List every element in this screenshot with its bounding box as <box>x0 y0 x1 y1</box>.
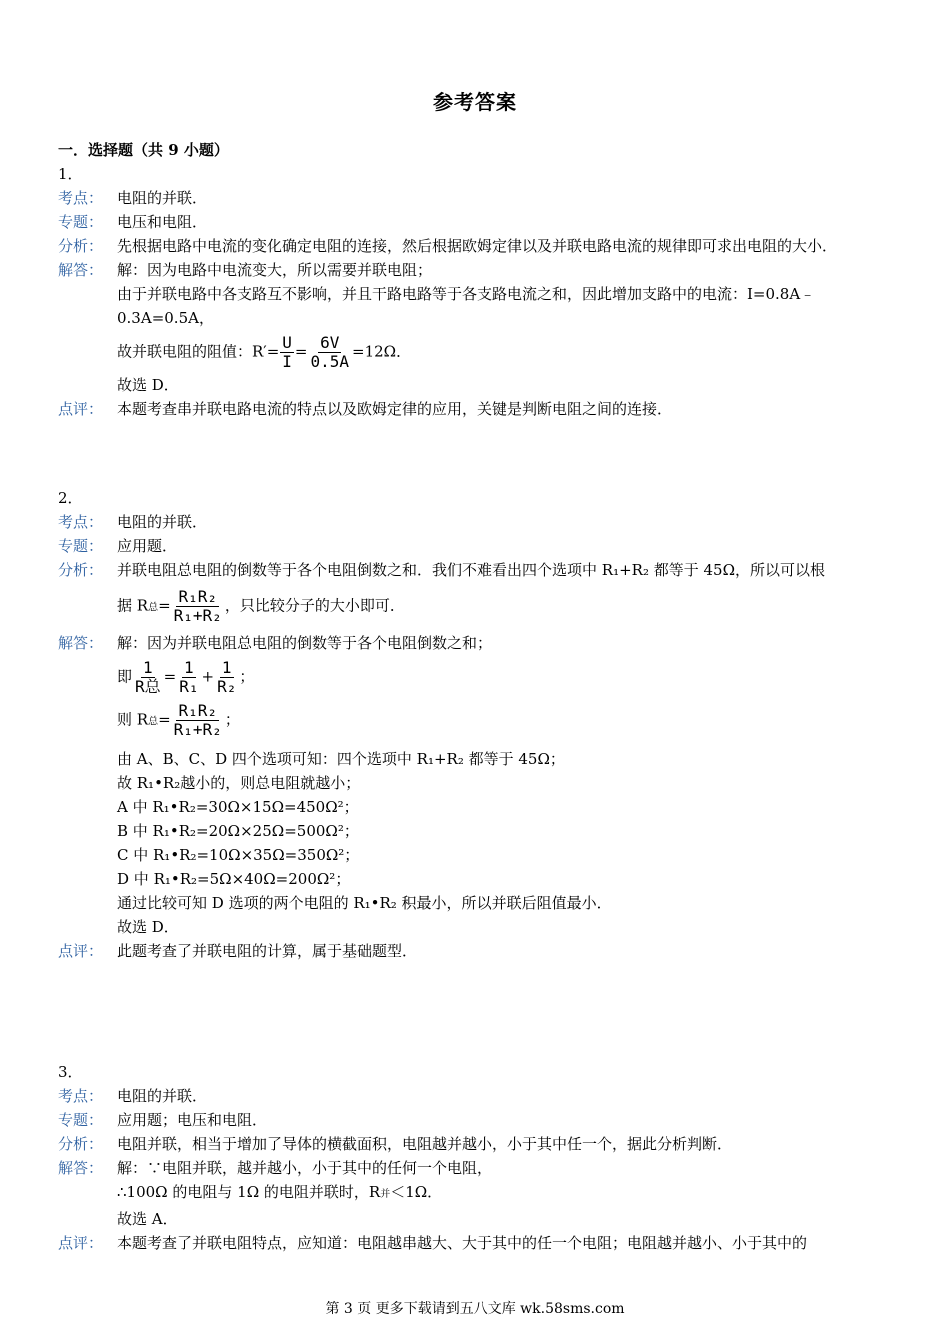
page-footer: 第 3 页 更多下载请到五八文库 wk.58sms.com <box>325 1301 625 1317</box>
formula-total: 则 R总= $\frac{\text{R₁R₂}}{\text{R₁+R₂}}$ ； <box>117 701 240 739</box>
label-dianping: 点评： <box>58 1234 104 1252</box>
label-dianping: 点评： <box>58 942 104 960</box>
page-title: 参考答案 <box>433 90 517 114</box>
label-zhuanti: 专题： <box>58 213 104 231</box>
kaodian-text: 电阻的并联． <box>117 513 208 531</box>
question-3 <box>58 1060 898 1255</box>
label-kaodian: 考点： <box>58 189 104 207</box>
label-kaodian: 考点： <box>58 1087 104 1105</box>
label-dianping: 点评： <box>58 400 104 418</box>
dianping-text: 本题考查了并联电阻特点，应知道：电阻越串越大、大于其中的任一个电阻；电阻越并越小、小于其中的 <box>117 1234 808 1252</box>
question-1 <box>58 162 898 421</box>
fraction-r1r2-over-sum: $\frac{\text{R₁R₂}}{\text{R₁+R₂}}$ <box>173 587 222 625</box>
label-fenxi: 分析： <box>58 237 104 255</box>
jieda-text: 解：因为并联电阻总电阻的倒数等于各个电阻倒数之和； 即 $\frac{1}{\text{R总}}$ = $\frac{1}{\text{R₁}}$ + $\frac{1}{\text{R₂}}$ ； 则 R总= $\frac{\text{R₁R₂}}{\text{R₁+R₂}}$ ； 由 A、B、C、D 四个选项可知：四个选项中 R₁+R₂ 都等于 45Ω； 故 R₁•R₂越小的，则总电阻就越小； A 中 R₁•R₂=30Ω×15Ω=450Ω²； B 中 R₁•R₂=20Ω×25Ω=500Ω²； C 中 R₁•R₂=10Ω×35Ω=350Ω²； D 中 R₁•R₂=5Ω×40Ω=200Ω²； 通过比较可知 D 选项的两个电阻的 R₁•R₂ 积最小，所以并联后阻值最小． 故选 D． <box>117 631 898 939</box>
question-2 <box>58 486 898 963</box>
label-kaodian: 考点： <box>58 513 104 531</box>
label-jieda: 解答： <box>58 1159 104 1177</box>
label-jieda: 解答： <box>58 634 104 652</box>
kaodian-text: 电阻的并联． <box>117 1087 208 1105</box>
dianping-text: 本题考查串并联电路电流的特点以及欧姆定律的应用，关键是判断电阻之间的连接． <box>117 400 673 418</box>
label-zhuanti: 专题： <box>58 1111 104 1129</box>
fenxi-text: 并联电阻总电阻的倒数等于各个电阻倒数之和．我们不难看出四个选项中 R₁+R₂ 都等于 45Ω，所以可以根 据 R总= $\frac{\text{R₁R₂}}{\text{R₁+R₂}}$ ，只比较分子的大小即可． <box>117 561 826 625</box>
fenxi-text: 电阻并联，相当于增加了导体的横截面积，电阻越并越小，小于其中任一个，据此分析判断． <box>117 1135 733 1153</box>
jieda-text: 解：∵电阻并联，越并越小，小于其中的任何一个电阻， ∴100Ω 的电阻与 1Ω 的电阻并联时，R并＜1Ω． 故选 A． <box>117 1159 493 1228</box>
zhuanti-text: 电压和电阻． <box>117 213 208 231</box>
jieda-text: 解：因为电路中电流变大，所以需要并联电阻； 由于并联电路中各支路互不影响，并且干路电路等于各支路电流之和，因此增加支路中的电流：I=0.8A﹣0.3A=0.5A， 故并联电阻的阻值：R′= $\frac{U}{I}$ = $\frac{6V}{0.5A}$ =12Ω． 故选 D． <box>117 258 898 397</box>
section-heading: 一．选择题（共 9 小题） <box>58 141 229 159</box>
label-fenxi: 分析： <box>58 1135 104 1153</box>
question-number: 1． <box>58 165 83 183</box>
kaodian-text: 电阻的并联． <box>117 189 208 207</box>
label-zhuanti: 专题： <box>58 537 104 555</box>
fraction-u-over-i: $\frac{U}{I}$ <box>282 333 292 371</box>
fraction-6v-over-05a: $\frac{6V}{0.5A}$ <box>310 333 350 371</box>
question-number: 2． <box>58 489 83 507</box>
formula-reciprocal: 即 $\frac{1}{\text{R总}}$ = $\frac{1}{\text{R₁}}$ + $\frac{1}{\text{R₂}}$ ； <box>117 658 255 696</box>
zhuanti-text: 应用题． <box>117 537 178 555</box>
question-number: 3． <box>58 1063 83 1081</box>
fenxi-text: 先根据电路中电流的变化确定电阻的连接，然后根据欧姆定律以及并联电路电流的规律即可求出电阻的大小． <box>117 237 838 255</box>
label-fenxi: 分析： <box>58 561 104 579</box>
zhuanti-text: 应用题；电压和电阻． <box>117 1111 268 1129</box>
dianping-text: 此题考查了并联电阻的计算，属于基础题型． <box>117 942 418 960</box>
label-jieda: 解答： <box>58 261 104 279</box>
formula-line: 故并联电阻的阻值：R′= $\frac{U}{I}$ = $\frac{6V}{0.5A}$ =12Ω． <box>117 333 412 371</box>
